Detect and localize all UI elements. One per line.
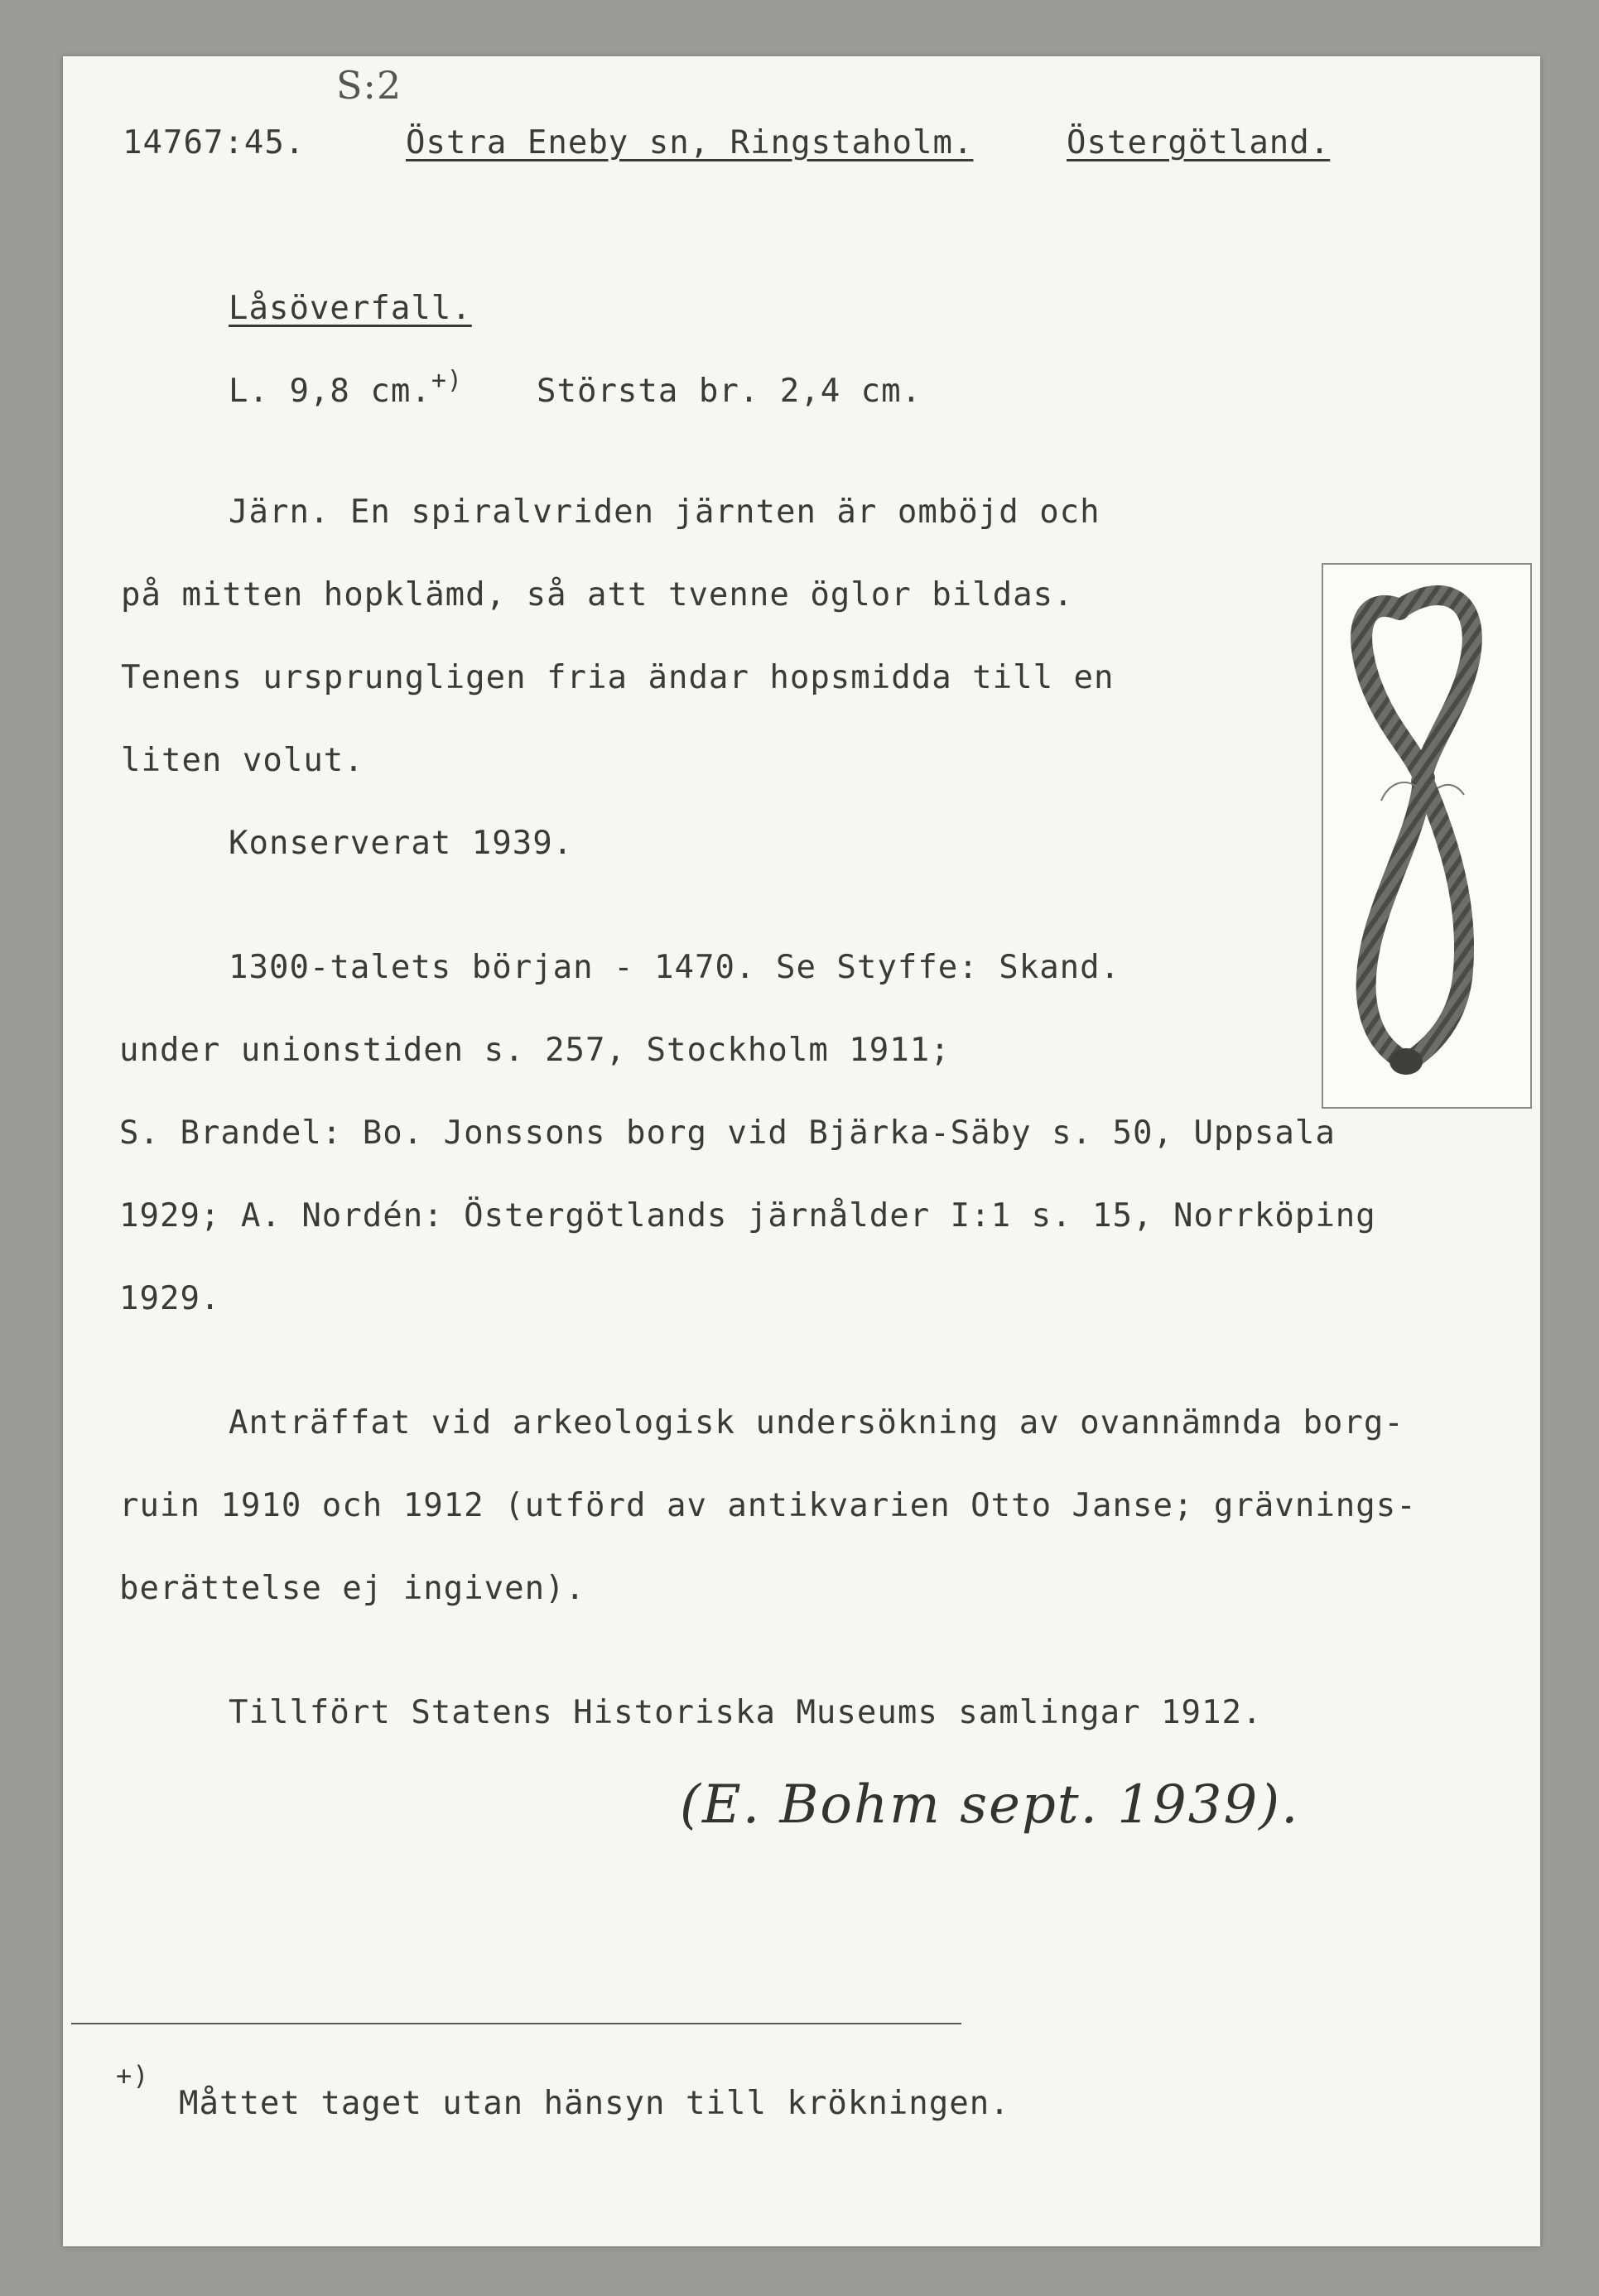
handwritten-reference: S:2 <box>336 63 402 108</box>
description-line: på mitten hopklämd, så att tvenne öglor bildas. <box>121 576 1074 614</box>
length-text: L. 9,8 cm. <box>229 373 431 410</box>
footnote-text: Måttet taget utan hänsyn till krökningen. <box>179 2085 1010 2122</box>
find-line: Anträffat vid arkeologisk undersökning av ovannämnda borg- <box>229 1404 1404 1442</box>
find-line: ruin 1910 och 1912 (utförd av antikvarien Otto Janse; grävnings- <box>119 1487 1417 1524</box>
find-line: berättelse ej ingiven). <box>119 1570 586 1607</box>
footnote-mark: +) <box>116 2060 150 2091</box>
acquisition-note: Tillfört Statens Historiska Museums samlingar 1912. <box>229 1694 1263 1731</box>
object-width: Största br. 2,4 cm. <box>537 373 922 410</box>
dating-line: 1300-talets början - 1470. Se Styffe: Skand. <box>229 949 1121 986</box>
object-length <box>229 366 463 410</box>
description-line: Järn. En spiralvriden järnten är omböjd och <box>229 493 1101 531</box>
handwritten-signature: (E. Bohm sept. 1939). <box>680 1774 1300 1836</box>
description-line: Tenens ursprungligen fria ändar hopsmidda till en <box>121 659 1115 696</box>
object-name: Låsöverfall. <box>229 290 472 327</box>
inventory-number: 14767:45. <box>123 124 306 161</box>
object-photograph <box>1322 563 1532 1109</box>
dating-line: under unionstiden s. 257, Stockholm 1911; <box>119 1032 951 1069</box>
lock-hasp-image <box>1323 565 1530 1107</box>
dating-line: S. Brandel: Bo. Jonssons borg vid Bjärka-Säby s. 50, Uppsala <box>119 1114 1336 1152</box>
length-footnote-mark: +) <box>431 366 463 395</box>
conservation-note: Konserverat 1939. <box>229 825 574 862</box>
dating-line: 1929. <box>119 1280 221 1317</box>
description-line: liten volut. <box>121 742 364 779</box>
footnote-divider <box>71 2023 961 2024</box>
find-place: Östra Eneby sn, Ringstaholm. <box>406 124 974 161</box>
catalog-card <box>63 56 1540 2246</box>
province: Östergötland. <box>1067 124 1331 161</box>
dating-line: 1929; A. Nordén: Östergötlands järnålder I:1 s. 15, Norrköping <box>119 1197 1376 1235</box>
